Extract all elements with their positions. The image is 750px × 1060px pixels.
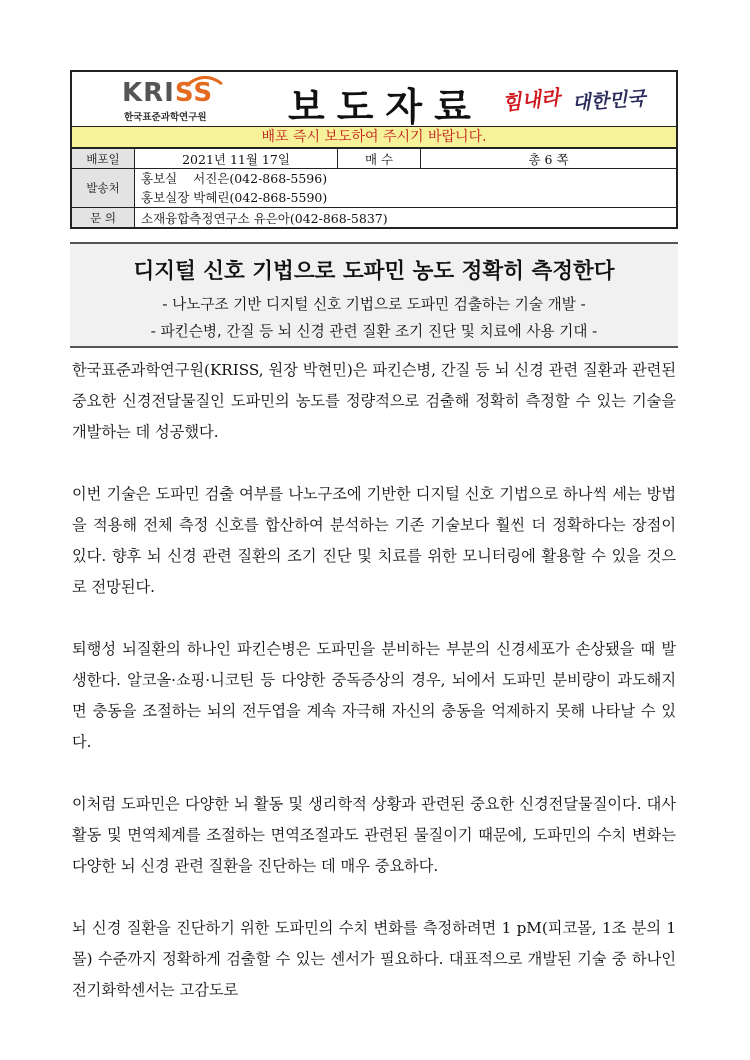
slogan-logo xyxy=(502,80,662,120)
date-label: 배포일 xyxy=(72,149,135,169)
logo-brand-accent: SS xyxy=(174,78,214,108)
header-top-row xyxy=(72,72,676,127)
press-release-title: 보도자료 xyxy=(288,85,483,129)
contact-row xyxy=(72,208,676,228)
sender-line-2: 홍보실장 박혜린(042-868-5590) xyxy=(141,190,328,205)
article-body xyxy=(72,355,676,1037)
sender-line-1: 홍보실 서진은(042-868-5596) xyxy=(141,171,328,186)
pages-value: 총 6 쪽 xyxy=(421,149,677,169)
press-release-header xyxy=(70,70,678,229)
release-info-table xyxy=(72,148,676,227)
paragraph-4: 이처럼 도파민은 다양한 뇌 활동 및 생리학적 상황과 관련된 중요한 신경전달물질이다. 대사활동 및 면역체계를 조절하는 면역조절과도 관련된 물질이기 때문에, 도파민의 수치 변화는 다양한 뇌 신경 관련 질환을 진단하는 데 매우 중요하다. xyxy=(72,795,676,875)
release-notice: 배포 즉시 보도하여 주시기 바랍니다. xyxy=(72,127,676,148)
logo-brand: KRISS xyxy=(122,78,214,108)
sender-value xyxy=(135,169,677,208)
contact-value: 소재융합측정연구소 유은아(042-868-5837) xyxy=(135,208,677,228)
headline-subtitle-1: - 나노구조 기반 디지털 신호 기법으로 도파민 검출하는 기술 개발 - xyxy=(162,296,586,313)
paragraph-2: 이번 기술은 도파민 검출 여부를 나노구조에 기반한 디지털 신호 기법으로 하나씩 세는 방법을 적용해 전체 측정 신호를 합산하여 분석하는 기존 기술보다 훨씬 더 정확하다는 장점이 있다. 향후 뇌 신경 관련 질환의 조기 진단 및 치료를 위한 모니터링에 활용할 수 있을 것으로 전망된다. xyxy=(72,485,676,596)
date-value: 2021년 11월 17일 xyxy=(135,149,338,169)
slogan-part1: 힘내라 xyxy=(501,85,562,115)
kriss-logo xyxy=(112,78,242,122)
sender-label: 발송처 xyxy=(72,169,135,208)
paragraph-3: 퇴행성 뇌질환의 하나인 파킨슨병은 도파민을 분비하는 부분의 신경세포가 손상됐을 때 발생한다. 알코올·쇼핑·니코틴 등 다양한 중독증상의 경우, 뇌에서 도파민 분비량이 과도해지면 충동을 조절하는 뇌의 전두엽을 계속 자극해 자신의 충동을 억제하지 못해 나타날 수 있다. xyxy=(72,640,676,751)
contact-label: 문 의 xyxy=(72,208,135,228)
slogan-part2: 대한민국 xyxy=(571,87,647,115)
logo-org-name: 한국표준과학연구원 xyxy=(124,112,207,123)
headline-subtitle-2: - 파킨슨병, 간질 등 뇌 신경 관련 질환 조기 진단 및 치료에 사용 기대 - xyxy=(150,323,598,340)
sender-row xyxy=(72,169,676,208)
pages-label: 매 수 xyxy=(338,149,421,169)
paragraph-1: 한국표준과학연구원(KRISS, 원장 박현민)은 파킨슨병, 간질 등 뇌 신경 관련 질환과 관련된 중요한 신경전달물질인 도파민의 농도를 정량적으로 검출해 정확히 측정할 수 있는 기술을 개발하는 데 성공했다. xyxy=(72,361,676,441)
headline-title: 디지털 신호 기법으로 도파민 농도 정확히 측정한다 xyxy=(133,259,615,284)
headline-box xyxy=(70,242,678,348)
paragraph-5: 뇌 신경 질환을 진단하기 위한 도파민의 수치 변화를 측정하려면 1 pM(피코몰, 1조 분의 1 몰) 수준까지 정확하게 검출할 수 있는 센서가 필요하다. 대표적으로 개발된 기술 중 하나인 전기화학센서는 고감도로 xyxy=(72,919,676,999)
date-row xyxy=(72,149,676,169)
